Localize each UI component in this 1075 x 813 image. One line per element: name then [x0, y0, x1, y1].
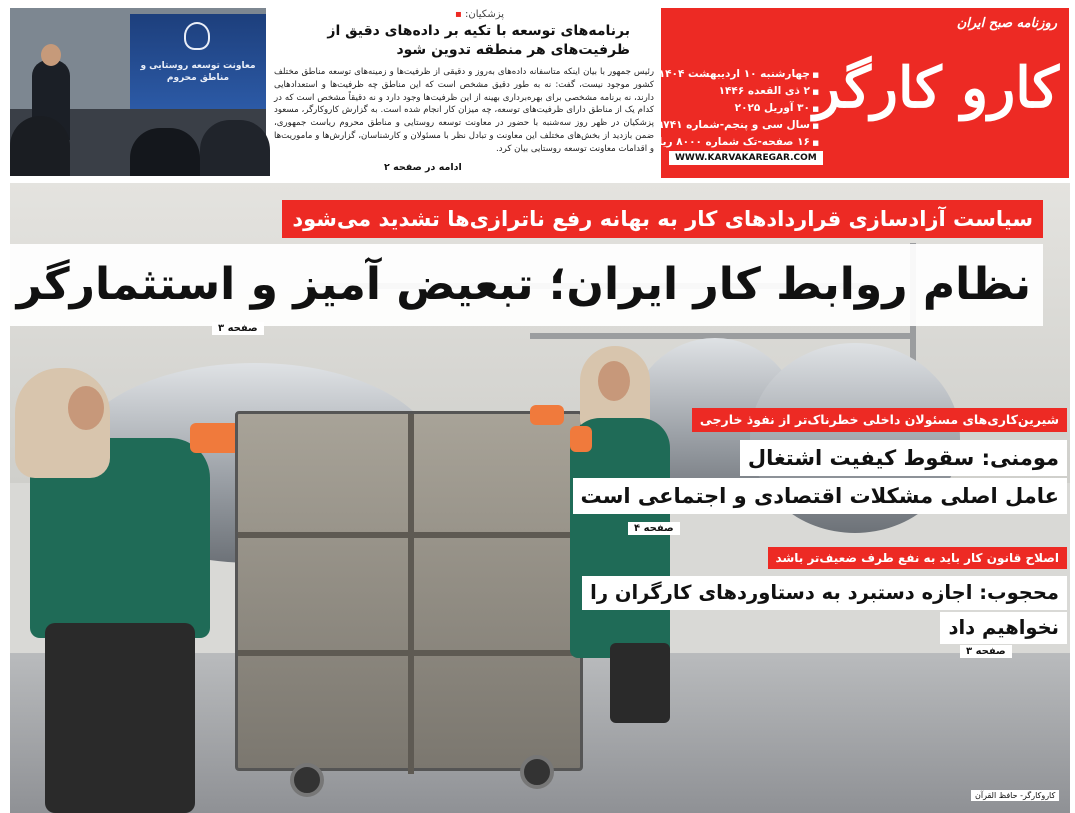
story2-headline-line1[interactable]: مومنی: سقوط کیفیت اشتغال	[740, 440, 1067, 476]
glove	[530, 405, 564, 425]
story3-kicker: اصلاح قانون کار باید به نفع طرف ضعیف‌تر باشد	[768, 547, 1067, 569]
top-story	[274, 8, 654, 178]
story3-headline-line1[interactable]: محجوب: اجازه دستبرد به دستاوردهای کارگران را	[582, 576, 1067, 610]
cart-slat	[238, 532, 586, 538]
continued-link[interactable]: ادامه در صفحه ۲	[384, 162, 462, 173]
issue-price: ■ ۱۶ صفحه-تک شماره ۸۰۰۰ ریال	[669, 134, 819, 151]
glove	[570, 426, 592, 452]
story3-headline-line2[interactable]: نخواهیم داد	[940, 612, 1067, 644]
pants	[610, 643, 670, 723]
website-link[interactable]: WWW.KARVAKAREGAR.COM	[669, 151, 823, 165]
main-story-headline[interactable]: نظام روابط کار ایران؛ تبعیض آمیز و استثمارگر	[5, 244, 1043, 326]
face	[598, 361, 630, 401]
main-story-kicker: سیاست آزادسازی قراردادهای کار به بهانه رفع ناترازی‌ها تشدید می‌شود	[282, 200, 1043, 238]
top-story-kicker: پزشکیان: ▪	[274, 8, 504, 22]
issue-date-persian: ■ چهارشنبه ۱۰ اردیبهشت ۱۴۰۴	[669, 66, 819, 83]
story2-page-ref[interactable]: صفحه ۴	[628, 522, 680, 535]
story3-page-ref[interactable]: صفحه ۳	[960, 645, 1012, 658]
audience-figure	[10, 116, 70, 176]
issue-info	[649, 66, 819, 151]
audience-figure	[130, 128, 200, 176]
top-story-photo[interactable]	[10, 8, 266, 176]
issue-number: ■ سال سی و پنجم-شماره ۹۷۴۱	[669, 117, 819, 134]
cart-wheel	[520, 755, 554, 789]
cart-wheel	[290, 763, 324, 797]
photo-banner: معاونت توسعه روستایی و مناطق محروم	[130, 14, 266, 109]
cart-slat	[238, 650, 586, 656]
glove	[190, 423, 240, 453]
masthead-subtitle: روزنامه صبح ایران	[956, 16, 1057, 31]
top-story-headline[interactable]: برنامه‌های توسعه با تکیه بر داده‌های دقیق از ظرفیت‌های هر منطقه تدوین شود	[327, 23, 630, 58]
photo-credit: کاروکارگر- حافظ القرآن	[971, 790, 1059, 801]
story2-headline-line2[interactable]: عامل اصلی مشکلات اقتصادی و اجتماعی است	[573, 478, 1068, 514]
speaker-head	[41, 44, 61, 66]
newspaper-logo: کارو کارگر	[813, 55, 1059, 121]
metal-cart	[235, 411, 583, 771]
masthead	[649, 8, 1069, 178]
cart-slat	[408, 414, 414, 774]
main-story-page-ref[interactable]: صفحه ۳	[212, 322, 264, 335]
issue-date-hijri: ■ ۲ ذی القعده ۱۴۴۶	[669, 83, 819, 100]
worker-right	[570, 418, 670, 658]
top-story-body: رئیس جمهور با بیان اینکه متاسفانه داده‌های به‌روز و دقیقی از ظرفیت‌ها و زمینه‌های توسعه مناطق مختلف کشور موجود نیست، گفت: نه به طور دقیق مشخص است که این مناطق چه ظرفیت‌ها و استعدادهایی دارند، نه برنامه مشخصی برای بهره‌برداری بهینه از این ظرفیت‌ها وجود دارد و نه دقیقاً مشخص است که در کدام یک از مناطق دارای ظرفیت‌های توسعه، چه میزان کار انجام شده است. به گزارش کاروکارگر، مسعود پزشکیان در ظهر روز سه‌شنبه با حضور در معاونت توسعه روستایی و مناطق محروم ریاست جمهوری، ضمن بازدید از بخش‌های مختلف این معاونت و تبادل نظر با مسئولان و کارشناسان، گزارش‌ها و ماموریت‌ها و اقدامات معاونت توسعه روستایی بیان کرد.	[274, 67, 654, 154]
issue-date-gregorian: ■ ۳۰ آوریل ۲۰۲۵	[669, 100, 819, 117]
story2-kicker: شیرین‌کاری‌های مسئولان داخلی خطرناک‌تر از نفوذ خارجی	[692, 408, 1067, 432]
audience-figure	[200, 120, 270, 176]
pants	[45, 623, 195, 813]
face	[68, 386, 104, 430]
emblem-icon	[184, 22, 210, 50]
